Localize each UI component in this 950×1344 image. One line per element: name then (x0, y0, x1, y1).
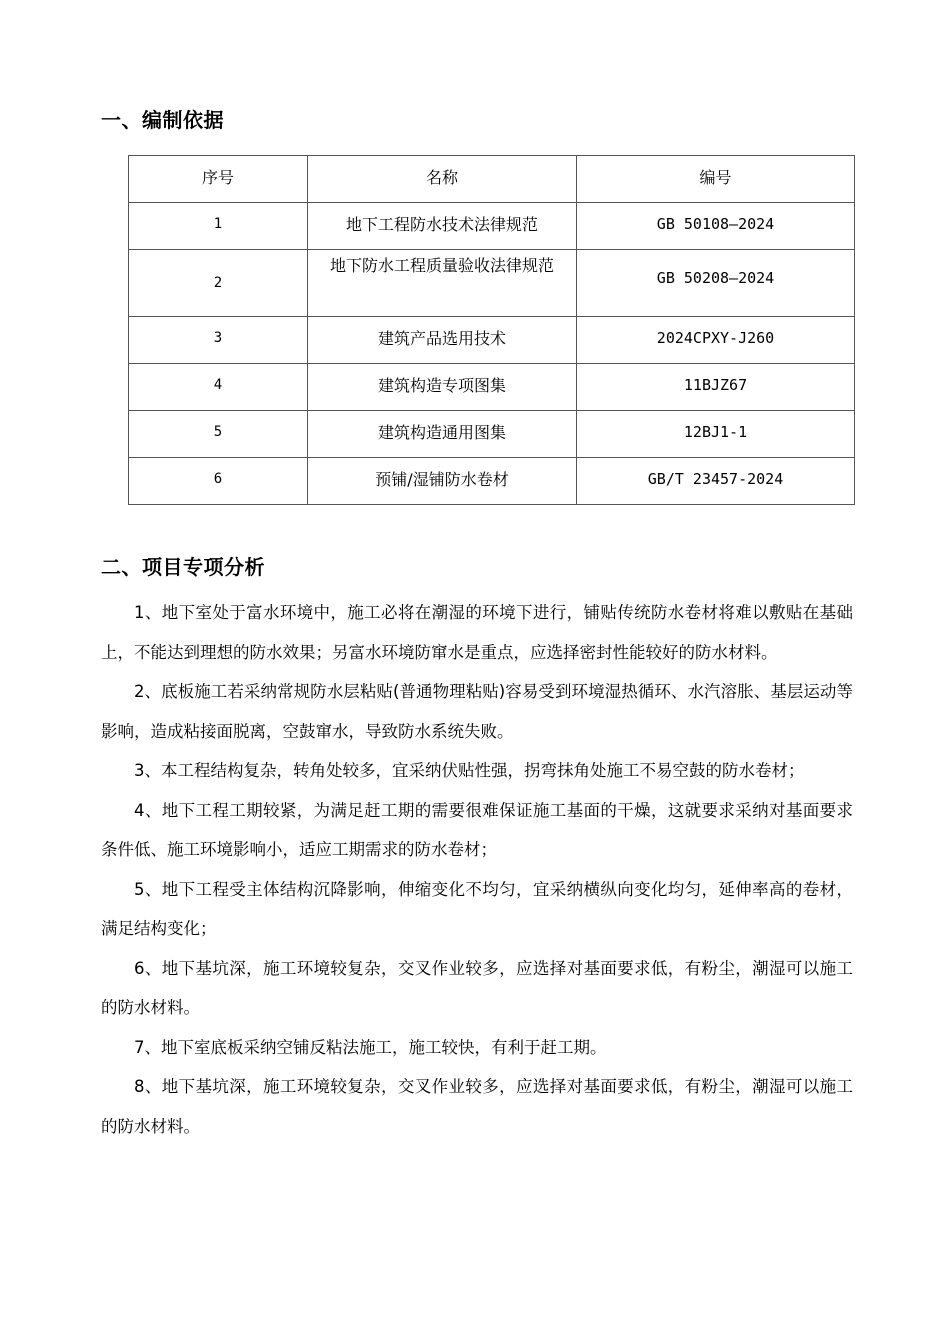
table-header-row (129, 156, 855, 203)
reference-table (128, 155, 855, 505)
paragraph: 3、本工程结构复杂，转角处较多，宜采纳伏贴性强，拐弯抹角处施工不易空鼓的防水卷材； (134, 761, 805, 780)
cell-no: 3 (129, 317, 308, 364)
cell-code: GB 50208—2024 (577, 250, 855, 317)
paragraph: 2、底板施工若采纳常规防水层粘贴(普通物理粘贴)容易受到环境湿热循环、水汽溶胀、基层运动等影响，造成粘接面脱离，空鼓窜水，导致防水系统失败。 (101, 682, 853, 741)
cell-code: 11BJZ67 (577, 364, 855, 411)
cell-no: 5 (129, 411, 308, 458)
cell-name: 预铺/湿铺防水卷材 (308, 458, 577, 505)
cell-no: 2 (129, 250, 308, 317)
table-row (129, 203, 855, 250)
cell-no: 6 (129, 458, 308, 505)
paragraph: 6、地下基坑深，施工环境较复杂，交叉作业较多，应选择对基面要求低，有粉尘，潮湿可以施工的防水材料。 (101, 958, 853, 1017)
header-code: 编号 (577, 156, 855, 203)
analysis-paragraphs (101, 593, 853, 1146)
paragraph: 7、地下室底板采纳空铺反粘法施工，施工较快，有利于赶工期。 (134, 1037, 607, 1057)
section-title-basis: 一、编制依据 (101, 108, 224, 132)
table-row (129, 317, 855, 364)
cell-no: 1 (129, 203, 308, 250)
paragraph: 4、地下工程工期较紧，为满足赶工期的需要很难保证施工基面的干燥，这就要求采纳对基面要求条件低、施工环境影响小，适应工期需求的防水卷材； (101, 800, 853, 859)
header-name: 名称 (308, 156, 577, 203)
table-row (129, 411, 855, 458)
cell-name: 地下防水工程质量验收法律规范 (308, 250, 577, 317)
cell-code: GB/T 23457-2024 (577, 458, 855, 505)
cell-name: 建筑构造专项图集 (308, 364, 577, 411)
paragraph: 5、地下工程受主体结构沉降影响，伸缩变化不均匀，宜采纳横纵向变化均匀，延伸率高的卷材，满足结构变化； (101, 879, 853, 938)
table-row (129, 364, 855, 411)
header-no: 序号 (129, 156, 308, 203)
paragraph: 1、地下室处于富水环境中，施工必将在潮湿的环境下进行，铺贴传统防水卷材将难以敷贴在基础上，不能达到理想的防水效果；另富水环境防窜水是重点，应选择密封性能较好的防水材料。 (101, 603, 853, 662)
cell-code: 2024CPXY-J260 (577, 317, 855, 364)
table-row (129, 250, 855, 317)
cell-code: GB 50108—2024 (577, 203, 855, 250)
cell-code: 12BJ1-1 (577, 411, 855, 458)
paragraph: 8、地下基坑深，施工环境较复杂，交叉作业较多，应选择对基面要求低，有粉尘，潮湿可以施工的防水材料。 (101, 1077, 853, 1136)
cell-name: 建筑产品选用技术 (308, 317, 577, 364)
table-row (129, 458, 855, 505)
section-title-analysis: 二、项目专项分析 (101, 555, 265, 579)
cell-name: 地下工程防水技术法律规范 (308, 203, 577, 250)
cell-name: 建筑构造通用图集 (308, 411, 577, 458)
cell-no: 4 (129, 364, 308, 411)
